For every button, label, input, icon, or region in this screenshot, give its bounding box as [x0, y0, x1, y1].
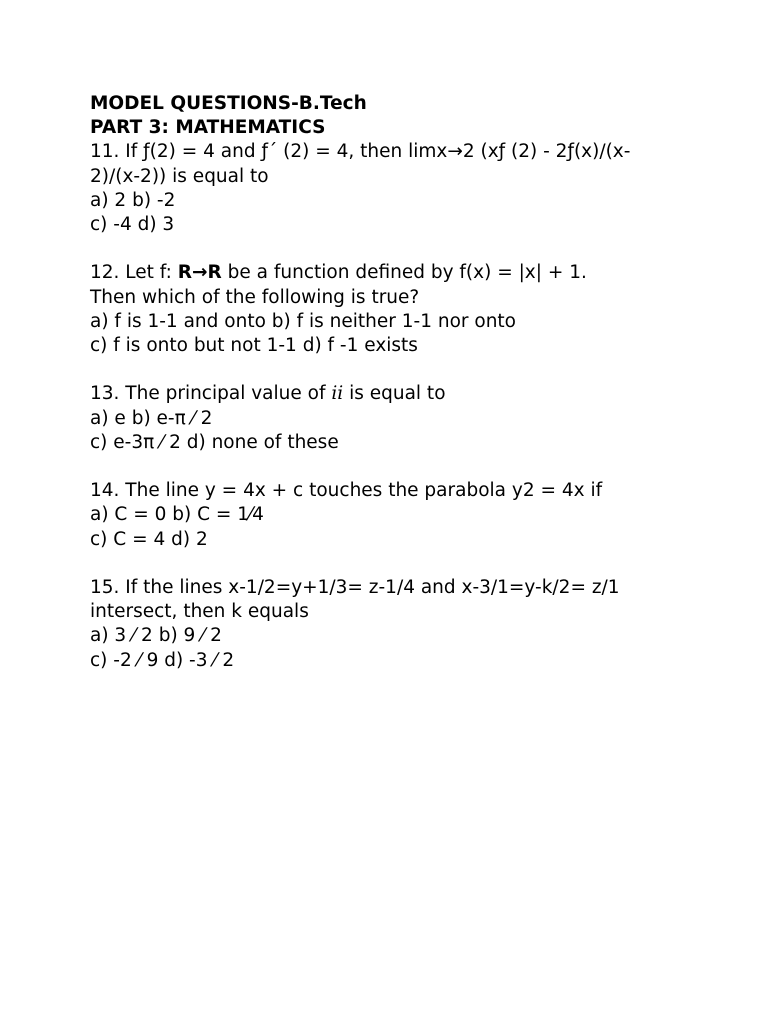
- question-text-prefix: 13. The principal value of: [90, 383, 332, 405]
- question-text: 2)/(x-2)) is equal to: [90, 165, 269, 187]
- question-text: intersect, then k equals: [90, 601, 309, 623]
- bold-math-term: R→R: [177, 262, 222, 284]
- spacer: [90, 358, 690, 382]
- question-15: [90, 576, 690, 673]
- answer-options: c) f is onto but not 1-1 d) f -1 exists: [90, 335, 418, 357]
- question-12: [90, 261, 690, 358]
- math-expression: ii: [331, 383, 344, 405]
- answer-options: c) e-3π ⁄ 2 d) none of these: [90, 431, 339, 453]
- question-text: [90, 261, 690, 285]
- question-14: [90, 479, 690, 552]
- question-text: Then which of the following is true?: [90, 286, 420, 308]
- question-text-suffix: be a function defined by f(x) = |x| + 1.: [221, 262, 587, 284]
- spacer: [90, 552, 690, 576]
- question-text: [90, 382, 690, 406]
- question-text: 11. If ƒ(2) = 4 and ƒ´ (2) = 4, then limx→2 (xƒ (2) - 2ƒ(x)/(x-: [90, 141, 631, 163]
- question-text-prefix: 12. Let f:: [90, 262, 178, 284]
- spacer: [90, 237, 690, 261]
- answer-options: a) 2 b) -2: [90, 189, 176, 211]
- answer-options: a) 3 ⁄ 2 b) 9 ⁄ 2: [90, 625, 222, 647]
- document-page: [90, 92, 690, 673]
- answer-options: c) -4 d) 3: [90, 214, 175, 236]
- question-text: 14. The line y = 4x + c touches the parabola y2 = 4x if: [90, 480, 603, 502]
- section-heading: PART 3: MATHEMATICS: [90, 117, 326, 139]
- question-text-suffix: is equal to: [343, 383, 446, 405]
- answer-options: c) C = 4 d) 2: [90, 528, 208, 550]
- question-13: [90, 382, 690, 455]
- question-text: 15. If the lines x-1/2=y+1/3= z-1/4 and x-3/1=y-k/2= z/1: [90, 577, 620, 598]
- spacer: [90, 455, 690, 479]
- document-title: MODEL QUESTIONS-B.Tech: [90, 93, 367, 114]
- question-11: [90, 140, 690, 237]
- answer-options: c) -2 ⁄ 9 d) -3 ⁄ 2: [90, 649, 235, 671]
- answer-options: a) e b) e-π ⁄ 2: [90, 407, 213, 429]
- answer-options: a) C = 0 b) C = 1⁄4: [90, 504, 264, 526]
- answer-options: a) f is 1-1 and onto b) f is neither 1-1 nor onto: [90, 310, 516, 332]
